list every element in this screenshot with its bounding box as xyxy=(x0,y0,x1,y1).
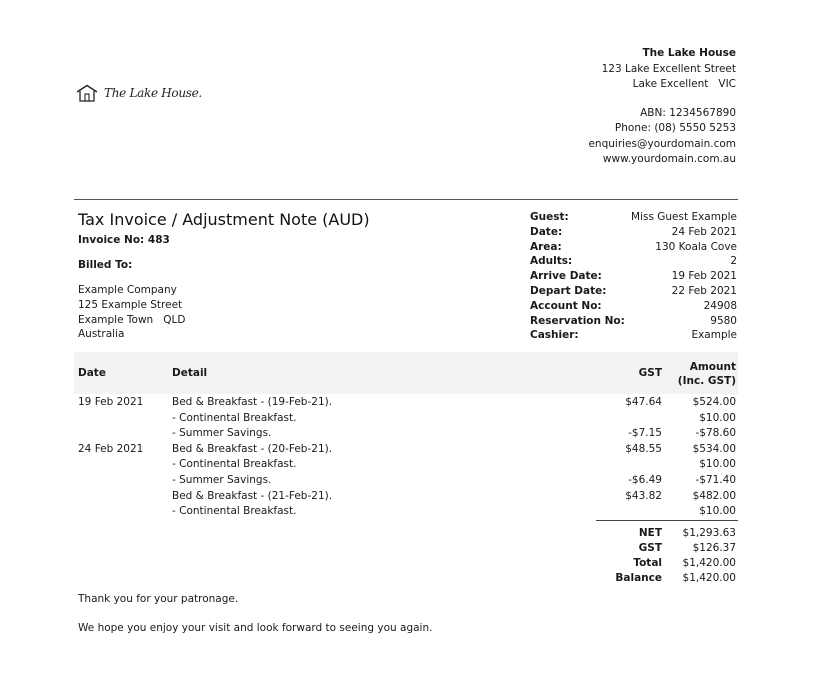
company-details xyxy=(588,46,736,168)
table-row: 19 Feb 2021 Bed & Breakfast - (19-Feb-21). $47.64 $524.00 xyxy=(78,396,736,408)
company-name: The Lake House xyxy=(642,47,736,59)
meta-row: Cashier: Example xyxy=(530,329,737,342)
billed-to-address xyxy=(78,283,185,342)
table-header xyxy=(74,352,738,394)
col-detail: Detail xyxy=(172,367,208,379)
invoice-title: Tax Invoice / Adjustment Note (AUD) xyxy=(78,210,370,229)
totals xyxy=(596,526,738,586)
billed-line: 125 Example Street xyxy=(78,298,183,311)
table-row: - Continental Breakfast. $10.00 xyxy=(172,505,736,518)
meta-row: Reservation No: 9580 xyxy=(530,314,737,327)
billed-line: Example Town QLD xyxy=(78,313,186,326)
company-email: enquiries@yourdomain.com xyxy=(588,137,736,150)
line-items xyxy=(74,396,738,521)
meta-row: Area: 130 Koala Cove xyxy=(530,240,737,253)
table-row: - Continental Breakfast. $10.00 xyxy=(172,458,736,471)
invoice-number: Invoice No: 483 xyxy=(78,234,170,246)
company-phone: Phone: (08) 5550 5253 xyxy=(614,122,736,134)
thank-you-note: Thank you for your patronage. xyxy=(78,593,239,605)
col-amount: Amount (Inc. GST) xyxy=(677,361,736,387)
meta-row: Date: 24 Feb 2021 xyxy=(530,225,737,238)
meta-row: Account No: 24908 xyxy=(530,299,737,312)
company-logo xyxy=(76,84,202,102)
company-abn: ABN: 1234567890 xyxy=(640,106,736,119)
meta-row: Depart Date: 22 Feb 2021 xyxy=(530,284,737,297)
meta-row: Arrive Date: 19 Feb 2021 xyxy=(530,270,737,283)
total-row: GST $126.37 xyxy=(638,542,736,554)
totals-divider xyxy=(596,520,738,521)
table-row: 24 Feb 2021 Bed & Breakfast - (20-Feb-21). $48.55 $534.00 xyxy=(78,442,736,455)
table-row: - Continental Breakfast. $10.00 xyxy=(172,411,736,424)
closing-note: We hope you enjoy your visit and look forward to seeing you again. xyxy=(78,622,433,634)
company-website: www.yourdomain.com.au xyxy=(602,153,736,165)
total-row: Balance $1,420.00 xyxy=(615,572,736,584)
total-row: Total $1,420.00 xyxy=(633,557,736,569)
meta-row: Guest: Miss Guest Example xyxy=(530,211,737,223)
company-street: 123 Lake Excellent Street xyxy=(601,62,736,75)
col-date: Date xyxy=(78,367,106,379)
logo-text: The Lake House. xyxy=(104,86,202,100)
col-gst: GST xyxy=(638,367,662,379)
total-row: NET $1,293.63 xyxy=(638,527,736,539)
table-row: - Summer Savings. -$6.49 -$71.40 xyxy=(172,473,736,486)
table-row: - Summer Savings. -$7.15 -$78.60 xyxy=(172,427,736,440)
billed-line: Example Company xyxy=(78,284,177,296)
table-row: Bed & Breakfast - (21-Feb-21). $43.82 $482.00 xyxy=(172,489,736,502)
house-icon xyxy=(76,84,98,102)
billed-to-label: Billed To: xyxy=(78,259,133,271)
company-locality: Lake Excellent VIC xyxy=(632,78,736,90)
header-divider xyxy=(74,199,738,200)
booking-meta xyxy=(530,210,737,343)
billed-line: Australia xyxy=(78,328,125,341)
meta-row: Adults: 2 xyxy=(530,255,737,268)
